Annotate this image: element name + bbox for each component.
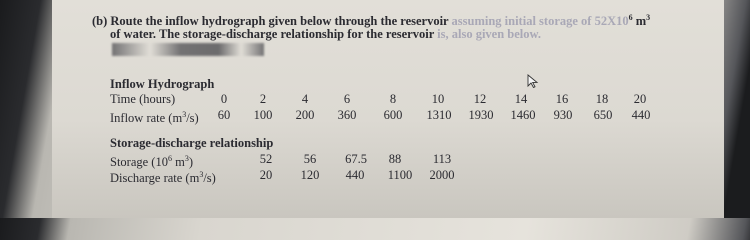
time-value: 4 <box>301 92 309 106</box>
inflow-heading: Inflow Hydrograph <box>110 77 215 91</box>
inflow-rate-value: 360 <box>337 108 357 122</box>
mouse-cursor-icon <box>527 74 539 88</box>
superscript: 6 <box>628 13 633 22</box>
inflow-rate-value: 600 <box>383 108 403 122</box>
inflow-rate-value: 1930 <box>468 108 494 122</box>
statement-text: of water. The storage-discharge relationship for the reservoir <box>110 27 435 41</box>
superscript: 3 <box>646 13 651 22</box>
inflow-rate-value: 100 <box>253 108 273 122</box>
time-value: 20 <box>633 92 647 106</box>
inflow-rate-value: 930 <box>553 108 573 122</box>
time-row-label: Time (hours) <box>110 92 176 106</box>
storage-value: 67.5 <box>345 152 367 166</box>
unit: m <box>635 14 647 29</box>
storage-value: 52 <box>259 152 273 166</box>
inflow-rate-value: 200 <box>295 108 315 122</box>
discharge-value: 2000 <box>429 168 455 182</box>
problem-statement-line-2 <box>110 27 541 41</box>
inflow-rate-value: 650 <box>593 108 613 122</box>
time-value: 10 <box>431 92 445 106</box>
storage-discharge-heading: Storage-discharge relationship <box>110 136 274 150</box>
discharge-value: 120 <box>300 168 320 182</box>
inflow-rate-value: 1310 <box>426 108 452 122</box>
discharge-value: 1100 <box>387 168 413 182</box>
storage-value: 56 <box>303 152 317 166</box>
time-value: 6 <box>343 92 351 106</box>
inflow-rate-value: 1460 <box>510 108 536 122</box>
storage-row-label: Storage ($10^6$ $m^3$) <box>110 154 194 170</box>
time-value: 0 <box>220 92 228 106</box>
discharge-value: 440 <box>345 168 365 182</box>
statement-text: Route the inflow hydrograph given below through the reservoir <box>110 14 449 29</box>
time-value: 12 <box>473 92 487 106</box>
time-value: 14 <box>514 92 528 106</box>
time-value: 8 <box>389 92 397 106</box>
obscured-text-strip <box>112 43 264 56</box>
storage-value: 88 <box>388 152 402 166</box>
discharge-row-label: Discharge rate $(m^3/s)$ <box>110 170 216 186</box>
problem-label: (b) <box>92 14 108 29</box>
inflow-rate-row-label: Inflow rate $(m^3/s)$ <box>110 110 199 126</box>
inflow-rate-value: 60 <box>217 108 231 122</box>
time-value: 2 <box>259 92 267 106</box>
time-value: 18 <box>595 92 609 106</box>
time-value: 16 <box>555 92 569 106</box>
statement-text-faded: is, also given below. <box>437 27 541 41</box>
problem-statement-line-1 <box>92 11 650 28</box>
inflow-rate-value: 440 <box>631 108 651 122</box>
statement-text-faded: assuming initial storage of 52X10 <box>451 14 629 29</box>
discharge-value: 20 <box>259 168 273 182</box>
storage-value: 113 <box>432 152 452 166</box>
